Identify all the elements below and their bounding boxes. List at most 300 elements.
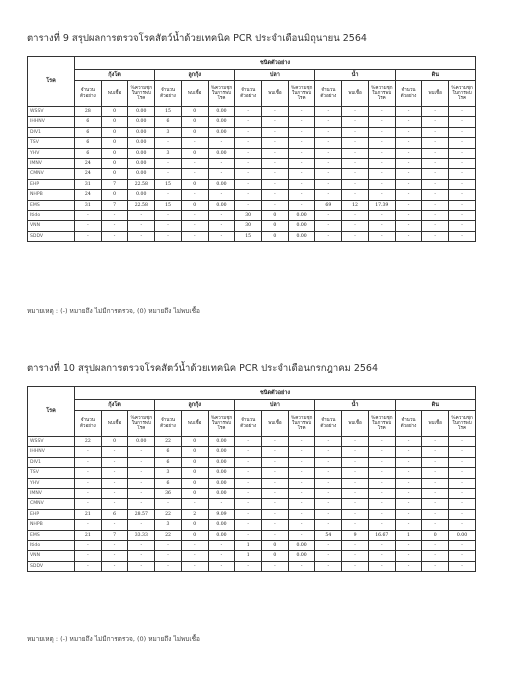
table-row (28, 530, 476, 540)
sub-header: พบเชื้อ (101, 411, 128, 437)
value-cell: - (75, 561, 102, 571)
value-cell: - (315, 499, 342, 509)
value-cell: - (315, 540, 342, 550)
value-cell: - (449, 138, 476, 148)
value-cell: - (422, 190, 449, 200)
value-cell: 12 (342, 200, 369, 210)
value-cell: 15 (155, 200, 182, 210)
disease-name: VNN (28, 551, 75, 561)
value-cell: - (422, 468, 449, 478)
value-cell: - (368, 499, 395, 509)
value-cell: - (395, 138, 422, 148)
value-cell: - (101, 468, 128, 478)
sub-header: จำนวนตัวอย่าง (75, 411, 102, 437)
value-cell: - (368, 179, 395, 189)
value-cell: - (395, 158, 422, 168)
value-cell: - (422, 488, 449, 498)
value-cell: 0 (101, 127, 128, 137)
value-cell: 22.58 (128, 179, 155, 189)
value-cell: - (235, 107, 262, 117)
value-cell: - (449, 200, 476, 210)
value-cell: - (449, 509, 476, 519)
sub-header: จำนวนตัวอย่าง (315, 81, 342, 107)
disease-name: NHPB (28, 520, 75, 530)
value-cell: - (342, 447, 369, 457)
value-cell: - (288, 117, 315, 127)
value-cell: 16.67 (368, 530, 395, 540)
sample-type-header: ชนิดตัวอย่าง (75, 387, 476, 400)
value-cell: - (368, 468, 395, 478)
disease-name: TSV (28, 138, 75, 148)
value-cell: 0 (181, 127, 208, 137)
value-cell: 0.00 (208, 200, 235, 210)
value-cell: 0.00 (208, 148, 235, 158)
value-cell: - (315, 520, 342, 530)
value-cell: - (75, 221, 102, 231)
value-cell: - (368, 478, 395, 488)
value-cell: - (449, 179, 476, 189)
sub-header: พบเชื้อ (181, 81, 208, 107)
value-cell: - (315, 509, 342, 519)
table-row (28, 138, 476, 148)
disease-header: โรค (28, 387, 75, 437)
value-cell: - (155, 551, 182, 561)
value-cell: 22.58 (128, 200, 155, 210)
value-cell: - (449, 468, 476, 478)
table9-note: หมายเหตุ : (-) หมายถึง ไม่มีการตรวจ, (0) หมายถึง ไม่พบเชื้อ (27, 307, 200, 315)
value-cell: 0 (181, 148, 208, 158)
value-cell: - (235, 200, 262, 210)
value-cell: - (422, 158, 449, 168)
value-cell: 28 (75, 107, 102, 117)
value-cell: 30 (235, 210, 262, 220)
value-cell: - (315, 179, 342, 189)
sub-header: จำนวนตัวอย่าง (155, 81, 182, 107)
value-cell: - (75, 468, 102, 478)
value-cell: - (449, 190, 476, 200)
disease-name: IMNV (28, 488, 75, 498)
value-cell: - (449, 107, 476, 117)
value-cell: - (262, 561, 289, 571)
value-cell: - (128, 221, 155, 231)
table-row (28, 231, 476, 241)
value-cell: - (235, 499, 262, 509)
value-cell: - (208, 561, 235, 571)
value-cell: 0 (181, 520, 208, 530)
value-cell: 22 (75, 437, 102, 447)
value-cell: - (422, 478, 449, 488)
value-cell: - (422, 509, 449, 519)
value-cell: - (315, 138, 342, 148)
value-cell: - (262, 488, 289, 498)
sub-header: %ความชุกในการพบโรค (368, 81, 395, 107)
group-header: ปลา (235, 400, 315, 411)
value-cell: - (101, 499, 128, 509)
value-cell: - (75, 520, 102, 530)
value-cell: - (155, 540, 182, 550)
value-cell: - (368, 127, 395, 137)
value-cell: - (449, 231, 476, 241)
value-cell: - (208, 499, 235, 509)
value-cell: - (342, 158, 369, 168)
value-cell: - (181, 551, 208, 561)
value-cell: - (155, 158, 182, 168)
value-cell: - (315, 190, 342, 200)
value-cell: - (288, 107, 315, 117)
sub-header: พบเชื้อ (342, 81, 369, 107)
value-cell: - (342, 488, 369, 498)
value-cell: - (449, 478, 476, 488)
value-cell: 31 (75, 179, 102, 189)
sub-header: %ความชุกในการพบโรค (128, 81, 155, 107)
value-cell: - (315, 561, 342, 571)
value-cell: - (449, 499, 476, 509)
table-row (28, 520, 476, 530)
value-cell: - (342, 231, 369, 241)
value-cell: 22 (155, 437, 182, 447)
disease-name: WSSV (28, 437, 75, 447)
disease-name: IHHNV (28, 117, 75, 127)
value-cell: - (395, 488, 422, 498)
value-cell: 0 (101, 148, 128, 158)
sample-type-header: ชนิดตัวอย่าง (75, 57, 476, 70)
disease-name: EMS (28, 530, 75, 540)
value-cell: - (449, 127, 476, 137)
value-cell: - (128, 447, 155, 457)
value-cell: 0 (181, 478, 208, 488)
value-cell: - (262, 468, 289, 478)
sub-header: %ความชุกในการพบโรค (368, 411, 395, 437)
value-cell: 0.00 (208, 107, 235, 117)
table9-title: ตารางที่ 9 สรุปผลการตรวจโรคสัตว์น้ำด้วยเทคนิค PCR ประจำเดือนมิถุนายน 2564 (27, 33, 367, 44)
value-cell: - (235, 127, 262, 137)
value-cell: - (235, 457, 262, 467)
value-cell: - (342, 179, 369, 189)
value-cell: - (208, 231, 235, 241)
disease-name: CMNV (28, 499, 75, 509)
value-cell: - (422, 437, 449, 447)
value-cell: 9 (342, 530, 369, 540)
value-cell: - (181, 221, 208, 231)
disease-name: CMNV (28, 169, 75, 179)
value-cell: - (288, 447, 315, 457)
value-cell: 15 (235, 231, 262, 241)
value-cell: - (288, 437, 315, 447)
group-header: ลูกกุ้ง (155, 70, 235, 81)
table-row (28, 561, 476, 571)
value-cell: 6 (75, 127, 102, 137)
value-cell: - (395, 169, 422, 179)
group-header: น้ำ (315, 70, 395, 81)
value-cell: - (368, 210, 395, 220)
value-cell: - (395, 551, 422, 561)
value-cell: - (288, 148, 315, 158)
sub-header: จำนวนตัวอย่าง (315, 411, 342, 437)
value-cell: - (235, 447, 262, 457)
value-cell: 24 (75, 169, 102, 179)
value-cell: - (342, 499, 369, 509)
value-cell: - (262, 437, 289, 447)
value-cell: - (368, 107, 395, 117)
value-cell: 31 (75, 200, 102, 210)
table-row (28, 551, 476, 561)
value-cell: 0.00 (128, 158, 155, 168)
value-cell: - (288, 127, 315, 137)
value-cell: - (422, 200, 449, 210)
value-cell: 0.00 (208, 478, 235, 488)
table-row (28, 169, 476, 179)
value-cell: 0.00 (128, 138, 155, 148)
value-cell: - (342, 190, 369, 200)
value-cell: 33.33 (128, 530, 155, 540)
value-cell: - (342, 509, 369, 519)
value-cell: - (368, 561, 395, 571)
disease-name: YHV (28, 148, 75, 158)
value-cell: 0 (181, 179, 208, 189)
value-cell: 0.00 (288, 231, 315, 241)
sub-header: จำนวนตัวอย่าง (235, 81, 262, 107)
value-cell: 0 (262, 210, 289, 220)
value-cell: - (449, 437, 476, 447)
value-cell: - (288, 530, 315, 540)
value-cell: 0.00 (288, 551, 315, 561)
table-row (28, 221, 476, 231)
table-row (28, 107, 476, 117)
value-cell: - (288, 499, 315, 509)
value-cell: 7 (101, 530, 128, 540)
value-cell: - (181, 169, 208, 179)
value-cell: - (208, 551, 235, 561)
value-cell: - (395, 221, 422, 231)
value-cell: - (449, 540, 476, 550)
value-cell: - (128, 231, 155, 241)
sub-header: พบเชื้อ (262, 411, 289, 437)
value-cell: - (315, 478, 342, 488)
value-cell: - (368, 540, 395, 550)
value-cell: - (235, 478, 262, 488)
group-header: กุ้งโต (75, 70, 155, 81)
value-cell: 17.39 (368, 200, 395, 210)
value-cell: 0.00 (128, 117, 155, 127)
value-cell: - (342, 138, 369, 148)
disease-name: TSV (28, 468, 75, 478)
value-cell: - (395, 210, 422, 220)
value-cell: - (288, 457, 315, 467)
value-cell: - (75, 488, 102, 498)
table-row (28, 447, 476, 457)
value-cell: 3 (155, 148, 182, 158)
table-row (28, 127, 476, 137)
table-row (28, 179, 476, 189)
value-cell: 6 (155, 478, 182, 488)
value-cell: 21 (75, 530, 102, 540)
value-cell: - (101, 488, 128, 498)
value-cell: - (422, 210, 449, 220)
disease-name: IMNV (28, 158, 75, 168)
disease-name: EHP (28, 509, 75, 519)
value-cell: - (395, 190, 422, 200)
value-cell: - (208, 158, 235, 168)
value-cell: 22 (155, 509, 182, 519)
value-cell: - (422, 457, 449, 467)
table-row (28, 478, 476, 488)
value-cell: - (342, 117, 369, 127)
value-cell: - (262, 190, 289, 200)
value-cell: - (128, 488, 155, 498)
sub-header: จำนวนตัวอย่าง (75, 81, 102, 107)
value-cell: - (288, 169, 315, 179)
value-cell: 0 (181, 117, 208, 127)
sub-header: พบเชื้อ (422, 81, 449, 107)
value-cell: - (288, 468, 315, 478)
value-cell: - (181, 561, 208, 571)
value-cell: - (75, 457, 102, 467)
value-cell: 0.00 (208, 530, 235, 540)
value-cell: 0 (262, 551, 289, 561)
value-cell: 30 (235, 221, 262, 231)
value-cell: - (128, 457, 155, 467)
value-cell: - (288, 200, 315, 210)
value-cell: - (368, 221, 395, 231)
value-cell: - (235, 169, 262, 179)
table-row (28, 200, 476, 210)
value-cell: 24 (75, 158, 102, 168)
value-cell: - (181, 190, 208, 200)
value-cell: 0 (422, 530, 449, 540)
value-cell: - (128, 561, 155, 571)
value-cell: - (288, 488, 315, 498)
pcr-table-june (27, 56, 476, 242)
value-cell: - (155, 190, 182, 200)
value-cell: - (235, 158, 262, 168)
value-cell: - (422, 107, 449, 117)
value-cell: - (235, 488, 262, 498)
group-header: น้ำ (315, 400, 395, 411)
value-cell: - (395, 561, 422, 571)
value-cell: - (342, 540, 369, 550)
value-cell: - (262, 447, 289, 457)
value-cell: - (395, 117, 422, 127)
value-cell: - (101, 551, 128, 561)
table-row (28, 158, 476, 168)
disease-name: Itido (28, 210, 75, 220)
sub-header: %ความชุกในการพบโรค (449, 81, 476, 107)
sub-header: พบเชื้อ (181, 411, 208, 437)
group-header: ลูกกุ้ง (155, 400, 235, 411)
value-cell: 6 (155, 457, 182, 467)
value-cell: 0 (181, 468, 208, 478)
value-cell: - (288, 190, 315, 200)
value-cell: 0.00 (128, 437, 155, 447)
value-cell: - (315, 127, 342, 137)
value-cell: 6 (155, 447, 182, 457)
value-cell: 3 (155, 127, 182, 137)
value-cell: 0 (101, 138, 128, 148)
value-cell: 0.00 (128, 148, 155, 158)
value-cell: 7 (101, 179, 128, 189)
value-cell: - (315, 221, 342, 231)
disease-name: NHPB (28, 190, 75, 200)
value-cell: 0 (262, 540, 289, 550)
value-cell: - (368, 117, 395, 127)
value-cell: - (128, 520, 155, 530)
value-cell: - (315, 488, 342, 498)
value-cell: - (75, 210, 102, 220)
value-cell: - (395, 499, 422, 509)
value-cell: 0.00 (449, 530, 476, 540)
value-cell: 28.57 (128, 509, 155, 519)
value-cell: - (315, 148, 342, 158)
value-cell: - (208, 138, 235, 148)
sub-header: %ความชุกในการพบโรค (208, 81, 235, 107)
value-cell: 15 (155, 107, 182, 117)
value-cell: - (342, 478, 369, 488)
value-cell: 22 (155, 530, 182, 540)
value-cell: - (101, 478, 128, 488)
value-cell: 6 (75, 148, 102, 158)
sub-header: %ความชุกในการพบโรค (288, 411, 315, 437)
value-cell: 6 (101, 509, 128, 519)
sub-header: จำนวนตัวอย่าง (155, 411, 182, 437)
value-cell: - (395, 447, 422, 457)
value-cell: - (101, 561, 128, 571)
value-cell: - (235, 509, 262, 519)
table-row (28, 488, 476, 498)
value-cell: - (449, 488, 476, 498)
value-cell: - (368, 158, 395, 168)
value-cell: - (235, 179, 262, 189)
value-cell: - (262, 148, 289, 158)
value-cell: - (262, 200, 289, 210)
value-cell: 0 (181, 437, 208, 447)
value-cell: - (368, 447, 395, 457)
value-cell: - (101, 221, 128, 231)
value-cell: - (368, 488, 395, 498)
value-cell: - (342, 468, 369, 478)
value-cell: - (181, 138, 208, 148)
value-cell: - (262, 179, 289, 189)
value-cell: - (422, 520, 449, 530)
value-cell: 1 (395, 530, 422, 540)
value-cell: - (75, 447, 102, 457)
value-cell: - (422, 447, 449, 457)
value-cell: - (208, 169, 235, 179)
value-cell: - (315, 107, 342, 117)
value-cell: - (315, 457, 342, 467)
value-cell: - (395, 540, 422, 550)
value-cell: - (128, 478, 155, 488)
value-cell: - (422, 169, 449, 179)
value-cell: - (422, 231, 449, 241)
sub-header: พบเชื้อ (262, 81, 289, 107)
value-cell: - (208, 210, 235, 220)
value-cell: 0 (181, 457, 208, 467)
value-cell: - (449, 447, 476, 457)
value-cell: - (208, 221, 235, 231)
value-cell: 0.00 (208, 447, 235, 457)
value-cell: 6 (75, 138, 102, 148)
value-cell: - (75, 499, 102, 509)
value-cell: - (155, 231, 182, 241)
value-cell: - (235, 190, 262, 200)
value-cell: - (395, 520, 422, 530)
value-cell: - (395, 468, 422, 478)
value-cell: - (449, 221, 476, 231)
value-cell: - (181, 210, 208, 220)
value-cell: - (288, 509, 315, 519)
value-cell: 0 (181, 530, 208, 540)
value-cell: - (262, 478, 289, 488)
